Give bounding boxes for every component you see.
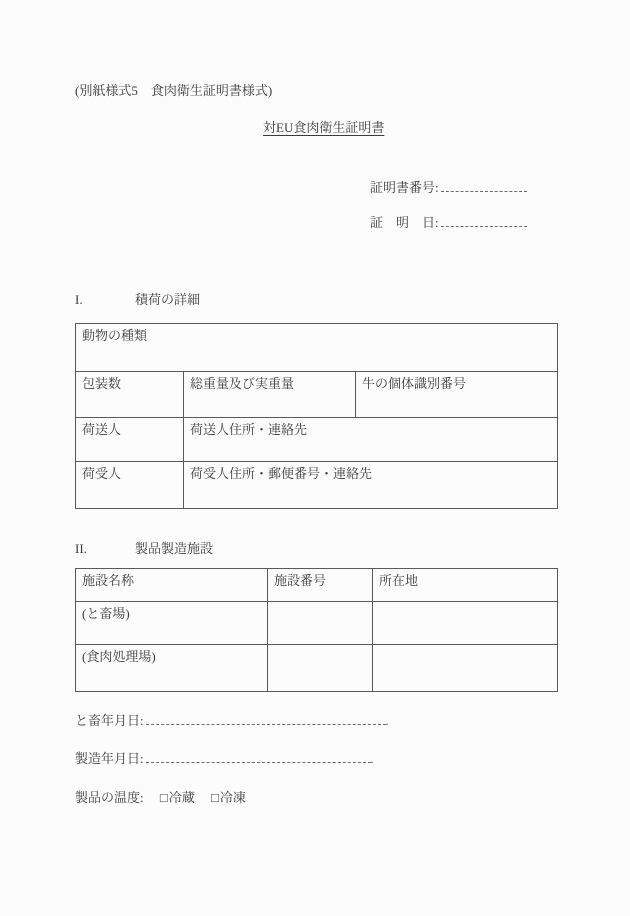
slaughterhouse-number-cell[interactable]	[268, 602, 373, 645]
table-row	[76, 372, 558, 418]
table-row	[76, 462, 558, 509]
slaughterhouse-location-cell[interactable]	[373, 602, 558, 645]
meat-processing-plant-location-cell[interactable]	[373, 645, 558, 692]
line-end-mark: .	[385, 716, 389, 728]
chilled-checkbox-option[interactable]	[160, 790, 198, 805]
section-2-heading	[75, 541, 213, 557]
product-temperature-label: 製品の温度:	[75, 790, 144, 805]
meat-processing-plant-number-cell[interactable]	[268, 645, 373, 692]
section-1-heading	[75, 292, 200, 308]
production-date-row	[75, 751, 373, 768]
product-temperature-row	[75, 790, 246, 806]
table-row	[76, 324, 558, 372]
slaughter-date-label: と畜年月日:	[75, 713, 144, 728]
chilled-option-label: 冷蔵	[168, 790, 195, 805]
consignor-address-cell: 荷送人住所・連絡先	[184, 418, 558, 462]
chilled-checkbox-icon[interactable]: □	[159, 790, 168, 805]
section-2-numeral: II.	[75, 541, 87, 556]
slaughter-date-row	[75, 713, 388, 730]
consignee-cell: 荷受人	[76, 462, 184, 509]
consignor-cell: 荷送人	[76, 418, 184, 462]
table-header-row	[76, 569, 558, 602]
line-end-mark: .	[370, 754, 374, 766]
certificate-number-field[interactable]	[441, 180, 527, 192]
table-row	[76, 418, 558, 462]
page-title: 対EU食肉衛生証明書	[263, 120, 385, 135]
certification-date-label: 証 明 日:	[370, 215, 439, 230]
section-1-numeral: I.	[75, 292, 83, 307]
gross-net-weight-cell: 総重量及び実重量	[184, 372, 356, 418]
production-facility-table	[75, 568, 558, 692]
consignee-address-cell: 荷受人住所・郵便番号・連絡先	[184, 462, 558, 509]
animal-species-cell: 動物の種類	[76, 324, 558, 372]
production-date-label: 製造年月日:	[75, 751, 144, 766]
slaughterhouse-row	[76, 602, 558, 645]
certificate-number-row	[370, 180, 527, 196]
frozen-option-label: 冷凍	[219, 790, 246, 805]
slaughterhouse-name-cell: (と畜場)	[76, 602, 268, 645]
meat-processing-plant-row	[76, 645, 558, 692]
certification-date-row	[370, 215, 527, 231]
section-1-title: 積荷の詳細	[135, 292, 201, 307]
form-note: (別紙様式5 食肉衛生証明書様式)	[75, 83, 273, 98]
certificate-number-label: 証明書番号:	[370, 180, 439, 195]
slaughter-date-field[interactable]	[146, 713, 386, 725]
shipment-details-table	[75, 323, 558, 509]
production-date-field[interactable]	[146, 751, 371, 763]
facility-location-header: 所在地	[373, 569, 558, 602]
frozen-checkbox-icon[interactable]: □	[211, 790, 219, 805]
facility-name-header: 施設名称	[76, 569, 268, 602]
facility-number-header: 施設番号	[268, 569, 373, 602]
meat-processing-plant-name-cell: (食肉処理場)	[76, 645, 268, 692]
cattle-id-cell: 牛の個体識別番号	[356, 372, 558, 418]
section-2-title: 製品製造施設	[135, 541, 214, 556]
frozen-checkbox-option[interactable]	[211, 790, 246, 805]
packages-count-cell: 包装数	[76, 372, 184, 418]
certification-date-field[interactable]	[441, 215, 527, 227]
